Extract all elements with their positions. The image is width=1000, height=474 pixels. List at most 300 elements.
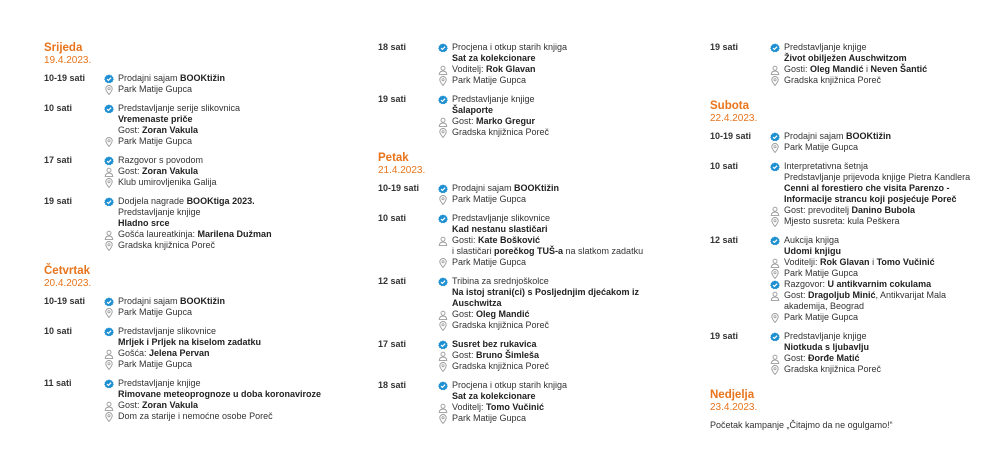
text: Razgovor: (784, 279, 828, 289)
event-line (104, 411, 344, 422)
person-icon (104, 400, 118, 411)
event-line-text (784, 331, 990, 342)
event-details (438, 339, 678, 372)
event-line (104, 348, 344, 359)
event-line (438, 224, 678, 235)
program-column-2 (378, 38, 678, 432)
text: Gradska knjižnica Poreč (118, 240, 216, 250)
event-line-text (452, 194, 678, 205)
verified-check-icon (104, 196, 118, 207)
text: Park Matije Gupca (784, 312, 859, 322)
event-line (438, 413, 678, 424)
event-line (438, 309, 678, 320)
event-time: 17 sati (44, 155, 73, 165)
event-line-text (784, 172, 990, 183)
event-line-text (118, 218, 344, 229)
text: , Antikvarijat Mala akademija, Beograd (784, 290, 947, 311)
event-line-text (118, 84, 344, 95)
event-time: 18 sati (378, 380, 407, 390)
text: Dom za starije i nemoćne osobe Poreč (118, 411, 273, 421)
verified-check-icon (770, 279, 784, 290)
verified-check-icon (104, 155, 118, 166)
location-pin-icon (770, 142, 784, 153)
event-line (438, 116, 678, 127)
day-section (378, 152, 678, 424)
day-date: 20.4.2023. (44, 278, 92, 289)
day-date: 21.4.2023. (378, 165, 426, 176)
bold-text: Oleg Mandić (810, 64, 864, 74)
event-line (438, 42, 678, 53)
event-details (438, 183, 678, 205)
event-line-text (452, 246, 678, 257)
event-line-text (784, 257, 990, 268)
event (378, 183, 678, 205)
event-line-text (452, 42, 678, 53)
event-line (438, 235, 678, 246)
event-line (104, 155, 344, 166)
event-line (438, 380, 678, 391)
event-line (770, 205, 990, 216)
person-icon (438, 309, 452, 320)
bold-text: porečkog TUŠ-a (494, 246, 564, 256)
event-line (438, 64, 678, 75)
location-pin-icon (438, 413, 452, 424)
day-date: 23.4.2023. (710, 402, 758, 413)
event-line-text (118, 125, 344, 136)
bold-text: BOOKtižin (180, 73, 226, 83)
location-pin-icon (104, 359, 118, 370)
event (44, 378, 344, 422)
bold-text: Kate Bošković (478, 235, 541, 245)
event-time: 12 sati (710, 235, 739, 245)
program-column-3 (710, 38, 990, 431)
person-icon (770, 205, 784, 216)
event-line-text (784, 312, 990, 323)
location-pin-icon (770, 216, 784, 227)
event-line (770, 42, 990, 53)
event-line (104, 326, 344, 337)
day-section (378, 42, 678, 138)
icon-spacer (438, 391, 452, 402)
event-time: 17 sati (378, 339, 407, 349)
event-line (770, 353, 990, 364)
verified-check-icon (438, 339, 452, 350)
text: Predstavljanje prijevoda knjige Pietra Kandlera (784, 172, 971, 182)
event (378, 339, 678, 372)
event (44, 296, 344, 318)
event-line (104, 136, 344, 147)
event-line-text (118, 196, 344, 207)
bold-text: Udomi knjigu (784, 246, 841, 256)
text: Voditelji: (784, 257, 821, 267)
text: Gost: (452, 116, 477, 126)
text: Gošća laureatkinja: (118, 229, 198, 239)
day-name: Četvrtak (44, 265, 91, 277)
event-line (104, 103, 344, 114)
event (710, 42, 990, 86)
event-line-text (118, 307, 344, 318)
text: i slastičari (452, 246, 495, 256)
event-line-text (118, 229, 344, 240)
person-icon (770, 353, 784, 364)
event-line (104, 378, 344, 389)
bold-text: Sat za kolekcionare (452, 391, 536, 401)
event-line (770, 142, 990, 153)
event-line (770, 268, 990, 279)
event-line (770, 279, 990, 290)
event-line (104, 73, 344, 84)
event-line (438, 320, 678, 331)
event-line (438, 339, 678, 350)
event-line (770, 161, 990, 172)
event-line-text (784, 131, 990, 142)
event-line (770, 53, 990, 64)
event-line (104, 166, 344, 177)
icon-spacer (770, 342, 784, 353)
event-details (438, 42, 678, 86)
text: Gradska knjižnica Poreč (452, 361, 550, 371)
location-pin-icon (438, 361, 452, 372)
verified-check-icon (438, 380, 452, 391)
event-line (770, 235, 990, 246)
event-line-text (452, 94, 678, 105)
bold-text: Rimovane meteoprognoze u doba koronaviroze (118, 389, 322, 399)
text: Park Matije Gupca (784, 268, 859, 278)
person-icon (104, 348, 118, 359)
event-line (438, 287, 678, 309)
text: Gosti: (784, 64, 811, 74)
text: Predstavljanje knjige (118, 207, 201, 217)
icon-spacer (438, 53, 452, 64)
bold-text: Niotkuda s ljubavlju (784, 342, 870, 352)
bold-text: Danino Bubola (851, 205, 916, 215)
event-line-text (784, 42, 990, 53)
person-icon (770, 290, 784, 301)
event-line (438, 257, 678, 268)
text: Park Matije Gupca (452, 257, 527, 267)
event-line-text (118, 400, 344, 411)
event-time: 19 sati (378, 94, 407, 104)
bold-text: Tomo Vučinić (486, 402, 545, 412)
text: Tribina za srednjoškolce (452, 276, 549, 286)
event-line-text (452, 116, 678, 127)
event-line (104, 307, 344, 318)
location-pin-icon (770, 364, 784, 375)
text: Klub umirovljenika Galija (118, 177, 217, 187)
icon-spacer (770, 172, 784, 183)
event-line-text (784, 183, 990, 205)
person-icon (770, 64, 784, 75)
event-details (438, 380, 678, 424)
text: Gošća: (118, 348, 150, 358)
verified-check-icon (104, 296, 118, 307)
verified-check-icon (104, 326, 118, 337)
event (44, 155, 344, 188)
bold-text: Bruno Šimleša (476, 350, 540, 360)
event-time: 10-19 sati (44, 296, 86, 306)
event (378, 42, 678, 86)
event-line-text (118, 114, 344, 125)
event-line (770, 172, 990, 183)
text: Gost: (452, 350, 477, 360)
event-line-text (784, 75, 990, 86)
text: Gradska knjižnica Poreč (784, 75, 882, 85)
bold-text: Zoran Vakula (142, 125, 199, 135)
event-time: 19 sati (710, 42, 739, 52)
location-pin-icon (770, 75, 784, 86)
event-line-text (784, 353, 990, 364)
day-section (710, 42, 990, 86)
bold-text: Život obilježen Auschwitzom (784, 53, 907, 63)
event-details (104, 155, 344, 188)
bold-text: Kad nestanu slastičari (452, 224, 548, 234)
location-pin-icon (104, 136, 118, 147)
location-pin-icon (438, 257, 452, 268)
event-line (770, 183, 990, 205)
text: Dodjela nagrade (118, 196, 187, 206)
verified-check-icon (438, 213, 452, 224)
event-details (770, 42, 990, 86)
event-details (770, 235, 990, 323)
event-line-text (452, 413, 678, 424)
event-details (438, 213, 678, 268)
location-pin-icon (438, 320, 452, 331)
event-line (104, 218, 344, 229)
location-pin-icon (438, 127, 452, 138)
location-pin-icon (438, 75, 452, 86)
event-line-text (452, 380, 678, 391)
bold-text: Rok Glavan (820, 257, 870, 267)
event-line (770, 75, 990, 86)
event-line-text (452, 224, 678, 235)
bold-text: Dragoljub Minić (808, 290, 876, 300)
text: Procjena i otkup starih knjiga (452, 380, 568, 390)
text: Predstavljanje serije slikovnica (118, 103, 241, 113)
bold-text: BOOKtiga 2023. (186, 196, 255, 206)
person-icon (438, 235, 452, 246)
day-date: 19.4.2023. (44, 55, 92, 66)
text: na slatkom zadatku (563, 246, 644, 256)
event-line-text (452, 127, 678, 138)
event (378, 213, 678, 268)
event (44, 73, 344, 95)
event-line-text (118, 337, 344, 348)
text: i (869, 257, 877, 267)
event-line-text (784, 53, 990, 64)
verified-check-icon (770, 161, 784, 172)
icon-spacer (104, 389, 118, 400)
text: Park Matije Gupca (452, 194, 527, 204)
event-line (770, 216, 990, 227)
icon-spacer (438, 246, 452, 257)
bold-text: Susret bez rukavica (452, 339, 537, 349)
person-icon (438, 402, 452, 413)
event-line-text (452, 75, 678, 86)
day-date: 22.4.2023. (710, 113, 758, 124)
event (710, 235, 990, 323)
bold-text: Vremenaste priče (118, 114, 193, 124)
text: Gost: (118, 166, 143, 176)
person-icon (770, 257, 784, 268)
person-icon (104, 229, 118, 240)
text: Gradska knjižnica Poreč (452, 127, 550, 137)
text: Gosti: (452, 235, 479, 245)
event-time: 19 sati (710, 331, 739, 341)
event-line-text (784, 205, 990, 216)
day-section (710, 100, 990, 375)
event-details (104, 103, 344, 147)
event-line (104, 389, 344, 400)
event-line-text (452, 53, 678, 64)
location-pin-icon (104, 177, 118, 188)
event-line-text (118, 103, 344, 114)
event-details (104, 296, 344, 318)
location-pin-icon (770, 312, 784, 323)
bold-text: Marilena Dužman (197, 229, 272, 239)
event-line-text (118, 348, 344, 359)
text: Predstavljanje slikovnice (118, 326, 217, 336)
event-line (438, 402, 678, 413)
location-pin-icon (104, 240, 118, 251)
event-line-text (784, 142, 990, 153)
icon-spacer (770, 183, 784, 194)
text: Razgovor s povodom (118, 155, 204, 165)
event (710, 331, 990, 375)
day-section (44, 265, 344, 422)
event-details (438, 276, 678, 331)
verified-check-icon (438, 183, 452, 194)
event-line (438, 213, 678, 224)
text: Predstavljanje knjige (784, 331, 867, 341)
event-line-text (784, 246, 990, 257)
icon-spacer (104, 337, 118, 348)
event-time: 10 sati (710, 161, 739, 171)
event-time: 18 sati (378, 42, 407, 52)
event-time: 10-19 sati (710, 131, 752, 141)
verified-check-icon (770, 131, 784, 142)
event-line-text (452, 105, 678, 116)
event (378, 276, 678, 331)
event-line-text (452, 276, 678, 287)
bold-text: Na istoj strani(ci) s Posljednjim djećakom iz Auschwitza (452, 287, 640, 308)
icon-spacer (770, 53, 784, 64)
event-line (438, 127, 678, 138)
icon-spacer (438, 105, 452, 116)
day-section (44, 42, 344, 251)
text: Predstavljanje slikovnice (452, 213, 551, 223)
verified-check-icon (438, 94, 452, 105)
verified-check-icon (104, 378, 118, 389)
event-line (438, 246, 678, 257)
event-line (770, 342, 990, 353)
event-line (770, 312, 990, 323)
event-line (438, 361, 678, 372)
verified-check-icon (104, 73, 118, 84)
event-line-text (784, 235, 990, 246)
text: Gradska knjižnica Poreč (452, 320, 550, 330)
bold-text: Marko Gregur (476, 116, 536, 126)
text: Park Matije Gupca (118, 84, 193, 94)
text: Gost: prevoditelj (784, 205, 852, 215)
bold-text: Jelena Pervan (149, 348, 210, 358)
text: Park Matije Gupca (784, 142, 859, 152)
event-line-text (118, 326, 344, 337)
event (710, 131, 990, 153)
day-name: Srijeda (44, 42, 83, 54)
event-details (104, 326, 344, 370)
event-line-text (118, 136, 344, 147)
event-line (438, 105, 678, 116)
text: Gost: (452, 309, 477, 319)
event-line-text (118, 296, 344, 307)
text: Predstavljanje knjige (118, 378, 201, 388)
event-line (770, 246, 990, 257)
text: Gost: (118, 400, 143, 410)
event-line (104, 84, 344, 95)
text: Park Matije Gupca (452, 75, 527, 85)
event-line (438, 276, 678, 287)
event (710, 161, 990, 227)
event-details (104, 196, 344, 251)
bold-text: Neven Šantić (870, 64, 928, 74)
event-line (770, 364, 990, 375)
event-line-text (452, 350, 678, 361)
event-line (770, 290, 990, 312)
event-line-text (784, 364, 990, 375)
event-line (104, 400, 344, 411)
event-line (104, 240, 344, 251)
event-line (438, 350, 678, 361)
text: Park Matije Gupca (118, 359, 193, 369)
verified-check-icon (770, 235, 784, 246)
event-line-text (452, 361, 678, 372)
event-details (438, 94, 678, 138)
bold-text: Tomo Vučinić (876, 257, 935, 267)
day-name: Nedjelja (710, 389, 755, 401)
text: Park Matije Gupca (118, 136, 193, 146)
event-line-text (118, 389, 344, 400)
event-line-text (452, 309, 678, 320)
text: Prodajni sajam (452, 183, 515, 193)
event (378, 94, 678, 138)
event-line-text (118, 166, 344, 177)
event-line-text (784, 342, 990, 353)
event-line (104, 359, 344, 370)
event-line-text (784, 161, 990, 172)
bold-text: BOOKtižin (846, 131, 892, 141)
event-line-text (452, 402, 678, 413)
event (44, 103, 344, 147)
bold-text: Zoran Vakula (142, 400, 199, 410)
event-line (104, 296, 344, 307)
person-icon (438, 350, 452, 361)
event-line-text (118, 411, 344, 422)
event-time: 10 sati (44, 326, 73, 336)
location-pin-icon (104, 307, 118, 318)
icon-spacer (104, 218, 118, 229)
text: Predstavljanje knjige (784, 42, 867, 52)
event-line (770, 257, 990, 268)
event-details (104, 73, 344, 95)
event (44, 326, 344, 370)
bold-text: Zoran Vakula (142, 166, 199, 176)
event-line-text (784, 64, 990, 75)
day-name: Subota (710, 100, 749, 112)
event-line-text (118, 73, 344, 84)
bold-text: U antikvarnim cokulama (827, 279, 932, 289)
text: Prodajni sajam (784, 131, 847, 141)
location-pin-icon (104, 84, 118, 95)
